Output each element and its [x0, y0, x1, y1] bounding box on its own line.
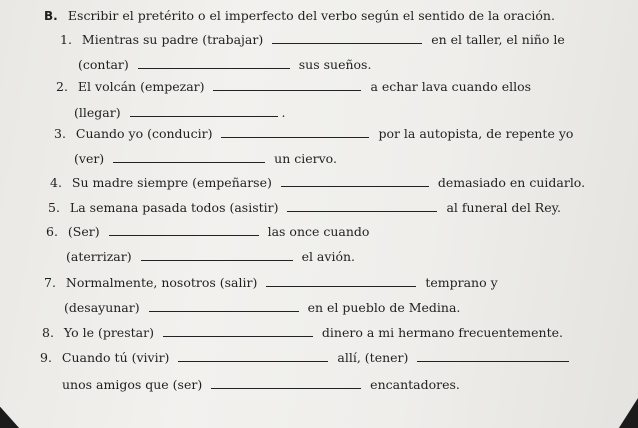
item-9-blank-1[interactable]	[178, 350, 328, 362]
section-instruction: Escribir el pretérito o el imperfecto del verbo según el sentido de la oración.	[67, 8, 555, 23]
item-7-line-2	[64, 298, 460, 318]
item-7-number: 7.	[44, 275, 56, 290]
item-1-text-1: en el taller, el niño le	[431, 32, 565, 47]
item-3-blank-1[interactable]	[221, 126, 369, 138]
item-9-blank-3[interactable]	[211, 377, 361, 389]
item-9-prompt-1: Cuando tú (vivir)	[61, 350, 170, 365]
item-4-prompt-1: Su madre siempre (empeñarse)	[71, 175, 272, 190]
item-4-text-1: demasiado en cuidarlo.	[437, 175, 586, 190]
item-2-text-1: a echar lava cuando ellos	[370, 79, 532, 94]
item-9-text-2: encantadores.	[370, 377, 460, 392]
item-6-prompt-1: (Ser)	[67, 224, 100, 239]
item-5-blank-1[interactable]	[287, 200, 437, 212]
item-7-prompt-2: (desayunar)	[64, 300, 140, 315]
item-5-line-1	[48, 198, 561, 218]
item-1-text-2: sus sueños.	[298, 57, 372, 72]
item-2-prompt-1: El volcán (empezar)	[77, 79, 205, 94]
item-6-text-2: el avión.	[301, 249, 355, 264]
item-6-number: 6.	[46, 224, 58, 239]
item-2-blank-1[interactable]	[213, 79, 361, 91]
item-5-text-1: al funeral del Rey.	[446, 200, 561, 215]
item-3-line-2	[74, 149, 337, 169]
item-6-prompt-2: (aterrizar)	[66, 249, 132, 264]
item-8-text-1: dinero a mi hermano frecuentemente.	[321, 325, 563, 340]
item-4-line-1	[50, 173, 585, 193]
item-5-number: 5.	[48, 200, 60, 215]
item-8-line-1	[42, 323, 563, 343]
item-9-line-2	[62, 375, 460, 395]
item-1-number: 1.	[60, 32, 72, 47]
item-1-blank-2[interactable]	[138, 57, 290, 69]
item-6-line-1	[46, 222, 369, 242]
item-8-prompt-1: Yo le (prestar)	[63, 325, 154, 340]
item-7-text-1: temprano y	[425, 275, 498, 290]
section-heading	[44, 6, 555, 26]
item-6-blank-2[interactable]	[141, 249, 293, 261]
item-9-number: 9.	[40, 350, 52, 365]
item-3-text-1: por la autopista, de repente yo	[378, 126, 574, 141]
item-3-prompt-1: Cuando yo (conducir)	[75, 126, 213, 141]
item-1-blank-1[interactable]	[272, 32, 422, 44]
item-3-blank-2[interactable]	[113, 151, 265, 163]
item-9-blank-2[interactable]	[417, 350, 569, 362]
item-2-line-1	[56, 77, 531, 97]
item-3-prompt-2: (ver)	[74, 151, 105, 166]
item-1-line-1	[60, 30, 565, 50]
item-7-line-1	[44, 273, 498, 293]
item-2-blank-2[interactable]	[130, 105, 278, 117]
item-9-text-1: allí, (tener)	[337, 350, 409, 365]
item-6-blank-1[interactable]	[109, 224, 259, 236]
item-2-text-2: .	[281, 105, 286, 120]
item-5-prompt-1: La semana pasada todos (asistir)	[69, 200, 279, 215]
item-6-line-2	[66, 247, 355, 267]
section-label: B.	[44, 9, 58, 23]
item-3-line-1	[54, 124, 573, 144]
item-2-line-2	[74, 103, 286, 123]
item-7-blank-1[interactable]	[266, 275, 416, 287]
item-2-number: 2.	[56, 79, 68, 94]
item-1-line-2	[78, 55, 371, 75]
item-3-text-2: un ciervo.	[274, 151, 337, 166]
item-8-number: 8.	[42, 325, 54, 340]
item-2-prompt-2: (llegar)	[74, 105, 121, 120]
item-9-prompt-2: unos amigos que (ser)	[62, 377, 203, 392]
item-7-blank-2[interactable]	[149, 300, 299, 312]
item-7-text-2: en el pueblo de Medina.	[307, 300, 461, 315]
item-7-prompt-1: Normalmente, nosotros (salir)	[65, 275, 258, 290]
item-1-prompt-1: Mientras su padre (trabajar)	[81, 32, 264, 47]
item-4-number: 4.	[50, 175, 62, 190]
item-9-line-1	[40, 348, 574, 368]
item-6-text-1: las once cuando	[267, 224, 370, 239]
item-1-prompt-2: (contar)	[78, 57, 129, 72]
item-8-blank-1[interactable]	[163, 325, 313, 337]
item-4-blank-1[interactable]	[281, 175, 429, 187]
item-3-number: 3.	[54, 126, 66, 141]
